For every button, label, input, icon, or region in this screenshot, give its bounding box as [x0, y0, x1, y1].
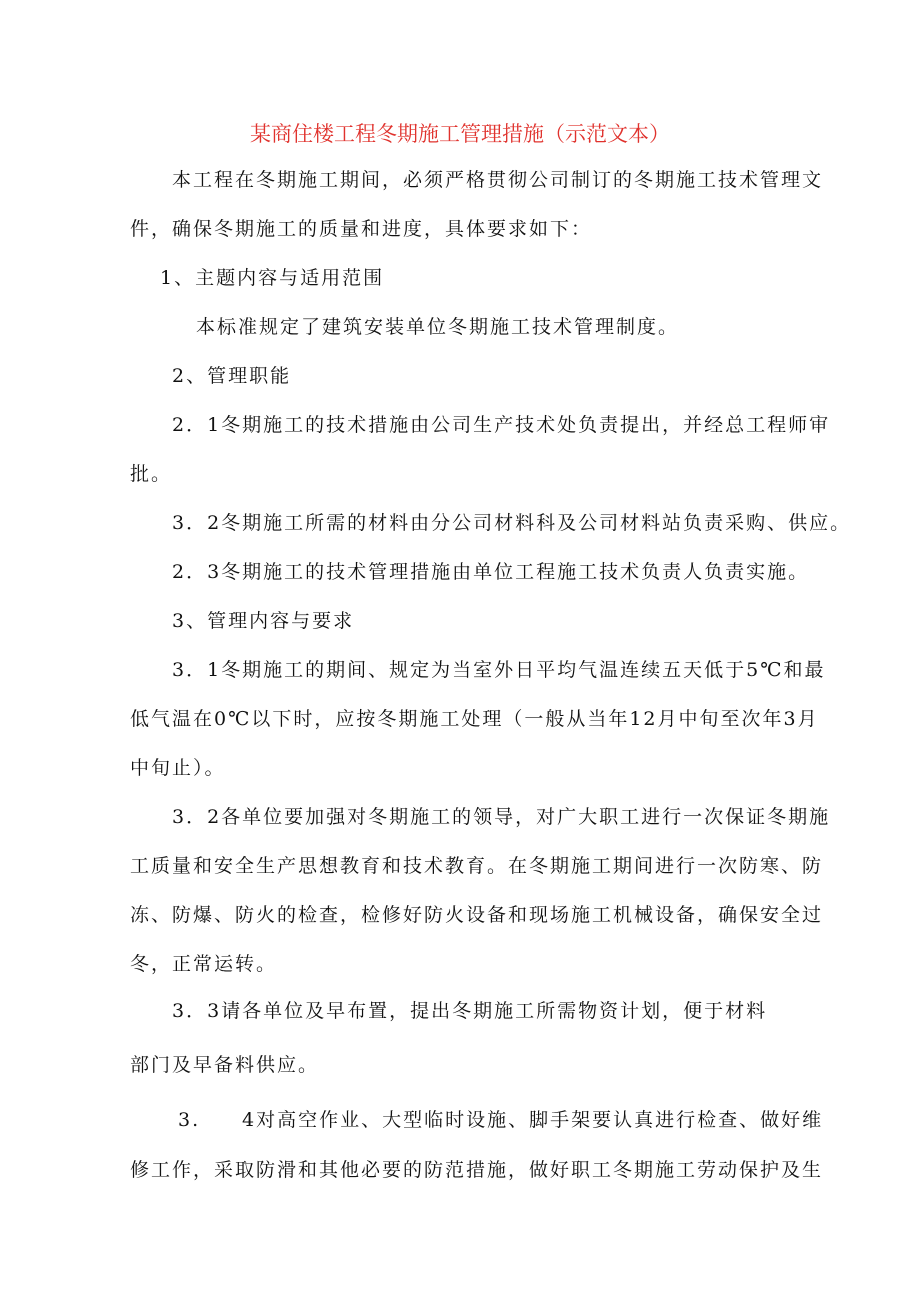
section-3-1-line-2: 低气温在0℃以下时，应按冬期施工处理（一般从当年12月中旬至次年3月 [130, 708, 819, 730]
section-2-1-line-2: 批。 [130, 463, 173, 485]
section-1-body: 本标准规定了建筑安装单位冬期施工技术管理制度。 [196, 316, 680, 338]
section-3-2-line-4: 冬，正常运转。 [130, 953, 278, 975]
section-2-1-line-1: 2．1冬期施工的技术措施由公司生产技术处负责提出，并经总工程师审 [172, 414, 831, 436]
section-3-3-line-2: 部门及早备料供应。 [130, 1054, 320, 1076]
section-3-4-line-2: 修工作，采取防滑和其他必要的防范措施，做好职工冬期施工劳动保护及生 [130, 1159, 824, 1181]
section-2-heading: 2、管理职能 [172, 365, 292, 387]
section-3-2-line-2: 工质量和安全生产思想教育和技术教育。在冬期施工期间进行一次防寒、防 [130, 855, 824, 877]
section-2-3: 2．3冬期施工的技术管理措施由单位工程施工技术负责人负责实施。 [172, 561, 810, 583]
section-3-4-number: 3. [178, 1109, 201, 1131]
section-1-heading: 1、主题内容与适用范围 [160, 267, 385, 289]
section-3-1-line-1: 3．1冬期施工的期间、规定为当室外日平均气温连续五天低于5℃和最 [172, 659, 826, 681]
section-2-2: 3．2冬期施工所需的材料由分公司材料科及公司材料站负责采购、供应。 [172, 512, 852, 534]
section-3-2-line-3: 冻、防爆、防火的检查，检修好防火设备和现场施工机械设备，确保安全过 [130, 904, 824, 926]
section-3-heading: 3、管理内容与要求 [172, 610, 355, 632]
section-3-4-line-1: 4对高空作业、大型临时设施、脚手架要认真进行检查、做好维 [242, 1109, 824, 1131]
section-3-1-line-3: 中旬止）。 [130, 757, 226, 779]
intro-line-1: 本工程在冬期施工期间，必须严格贯彻公司制订的冬期施工技术管理文 [172, 169, 824, 191]
section-3-2-line-1: 3．2各单位要加强对冬期施工的领导，对广大职工进行一次保证冬期施 [172, 806, 831, 828]
intro-line-2: 件，确保冬期施工的质量和进度，具体要求如下： [130, 218, 593, 240]
section-3-3-line-1: 3．3请各单位及早布置，提出冬期施工所需物资计划，便于材料 [172, 1000, 768, 1022]
document-title: 某商住楼工程冬期施工管理措施（示范文本） [250, 122, 670, 146]
